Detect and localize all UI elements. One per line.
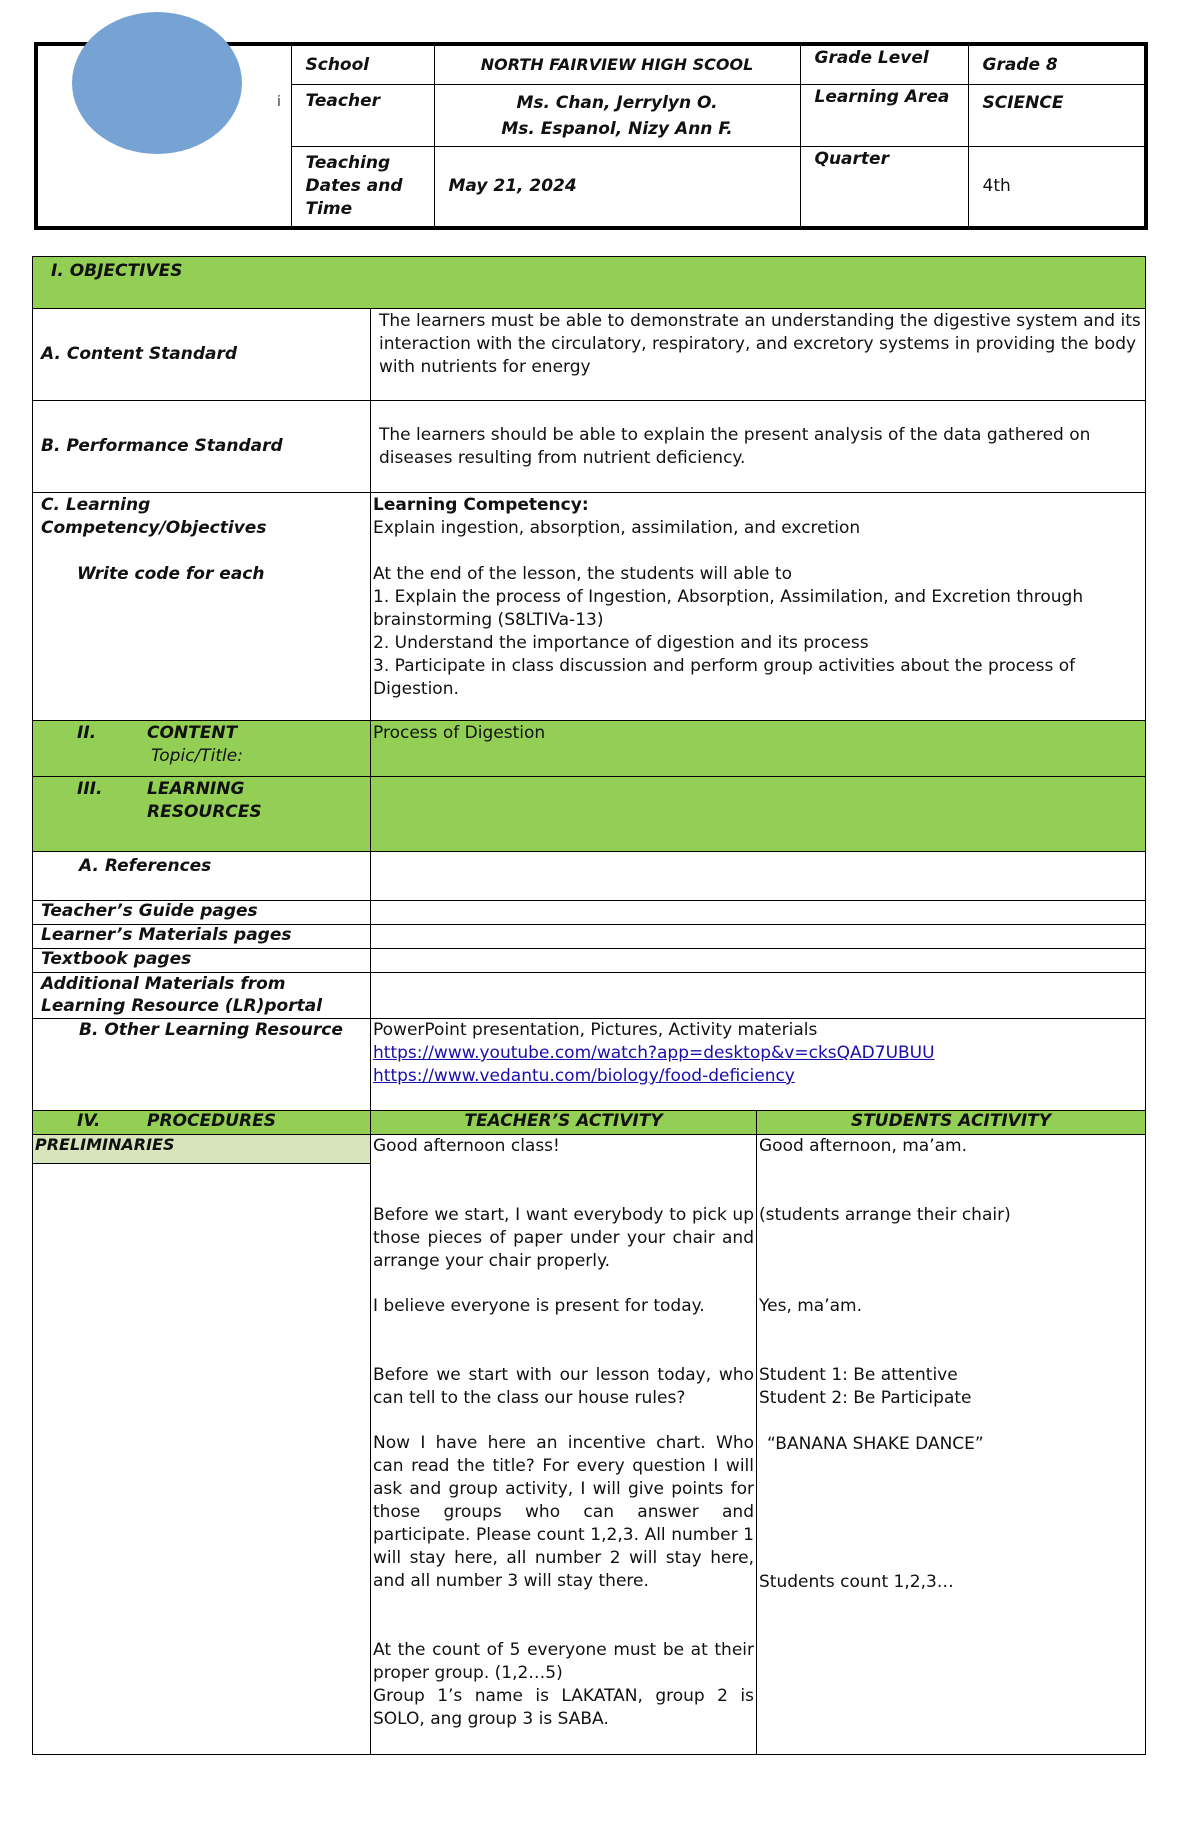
school-name: NORTH FAIRVIEW HIGH SCOOL bbox=[434, 44, 800, 84]
learning-area-label: Learning Area bbox=[800, 84, 968, 146]
date-value: May 21, 2024 bbox=[434, 146, 800, 228]
student-present: Yes, ma’am. bbox=[759, 1296, 863, 1316]
objectives-heading: I. OBJECTIVES bbox=[33, 257, 1146, 309]
student-greeting: Good afternoon, ma’am. bbox=[759, 1136, 968, 1156]
student-count: Students count 1,2,3… bbox=[759, 1572, 954, 1592]
content-sublabel: Topic/Title: bbox=[151, 746, 243, 766]
student-arrange-chairs: (students arrange their chair) bbox=[759, 1205, 1011, 1225]
student-chart-title: “BANANA SHAKE DANCE” bbox=[767, 1434, 984, 1454]
school-label: School bbox=[291, 44, 434, 84]
references-value bbox=[371, 852, 1146, 901]
grade-level-label: Grade Level bbox=[800, 44, 968, 84]
stray-mark: i bbox=[277, 94, 281, 110]
other-resource-text: PowerPoint presentation, Pictures, Activity materials bbox=[373, 1020, 818, 1040]
teacher-name-2: Ms. Espanol, Nizy Ann F. bbox=[501, 119, 733, 139]
performance-standard-text: The learners should be able to explain the present analysis of the data gathered on diseases resulting from nutrient deficiency. bbox=[371, 401, 1146, 493]
student-activity-header: STUDENTS ACITIVITY bbox=[757, 1111, 1146, 1135]
other-resource-label: B. Other Learning Resource bbox=[33, 1019, 371, 1111]
teacher-incentive-chart: Now I have here an incentive chart. Who can read the title? For every question I will ask and group activity, I will give points for those groups who can answer and participate. Please count 1,2,3. All number 1 will stay here, all number 2 will stay here, and all number 3 will stay there. bbox=[373, 1433, 754, 1591]
competency-label: C. Learning Competency/Objectives bbox=[41, 495, 267, 538]
teacher-label: Teacher bbox=[291, 84, 434, 146]
teacher-count-five: At the count of 5 everyone must be at their proper group. (1,2…5) bbox=[373, 1640, 754, 1683]
lr-portal-label: Additional Materials from Learning Resource (LR)portal bbox=[33, 973, 371, 1019]
tg-pages-label: Teacher’s Guide pages bbox=[33, 901, 371, 925]
teacher-greeting: Good afternoon class! bbox=[373, 1136, 560, 1156]
quarter-value: 4th bbox=[968, 146, 1146, 228]
content-label: CONTENT bbox=[147, 723, 238, 743]
school-logo bbox=[72, 12, 242, 154]
vedantu-link[interactable]: https://www.vedantu.com/biology/food-deficiency bbox=[373, 1066, 795, 1086]
references-label: A. References bbox=[33, 852, 371, 901]
youtube-link[interactable]: https://www.youtube.com/watch?app=desktop&v=cksQAD7UBUU bbox=[373, 1043, 935, 1063]
tg-pages-value bbox=[371, 901, 1146, 925]
content-standard-text: The learners must be able to demonstrate an understanding the digestive system and its interaction with the circulatory, respiratory, and excretory systems in providing the body with nutrients for energy bbox=[371, 309, 1146, 401]
lesson-intro: At the end of the lesson, the students will able to bbox=[373, 564, 792, 584]
competency-text: Explain ingestion, absorption, assimilation, and excretion bbox=[373, 518, 861, 538]
preliminaries-label: PRELIMINARIES bbox=[33, 1135, 370, 1164]
teacher-activity-header: TEACHER’S ACTIVITY bbox=[371, 1111, 757, 1135]
teacher-name-1: Ms. Chan, Jerrylyn O. bbox=[516, 93, 718, 113]
resources-label: LEARNING RESOURCES bbox=[147, 779, 262, 822]
teacher-arrange-chairs: Before we start, I want everybody to pick up those pieces of paper under your chair and arrange your chair properly. bbox=[373, 1205, 754, 1271]
competency-sublabel: Write code for each bbox=[77, 564, 265, 584]
competency-title: Learning Competency: bbox=[373, 495, 589, 515]
content-topic: Process of Digestion bbox=[371, 721, 1146, 777]
grade-level-value: Grade 8 bbox=[968, 44, 1146, 84]
lr-portal-value bbox=[371, 973, 1146, 1019]
objective-3: 3. Participate in class discussion and perform group activities about the process of Digestion. bbox=[373, 656, 1076, 699]
content-standard-label: A. Content Standard bbox=[33, 309, 371, 401]
dates-label: Teaching Dates and Time bbox=[291, 146, 434, 228]
learning-area-value: SCIENCE bbox=[968, 84, 1146, 146]
student-rule-2: Student 2: Be Participate bbox=[759, 1388, 972, 1408]
teacher-house-rules: Before we start with our lesson today, who can tell to the class our house rules? bbox=[373, 1365, 754, 1408]
student-rule-1: Student 1: Be attentive bbox=[759, 1365, 958, 1385]
lm-pages-value bbox=[371, 925, 1146, 949]
content-number: II. bbox=[77, 723, 97, 743]
objective-1: 1. Explain the process of Ingestion, Absorption, Assimilation, and Excretion through brainstorming (S8LTIVa-13) bbox=[373, 587, 1084, 630]
resources-number: III. bbox=[77, 779, 103, 799]
textbook-pages-value bbox=[371, 949, 1146, 973]
teacher-group-names: Group 1’s name is LAKATAN, group 2 is SOLO, ang group 3 is SABA. bbox=[373, 1686, 754, 1729]
objective-2: 2. Understand the importance of digestion and its process bbox=[373, 633, 869, 653]
teacher-attendance: I believe everyone is present for today. bbox=[373, 1296, 705, 1316]
performance-standard-label: B. Performance Standard bbox=[33, 401, 371, 493]
lm-pages-label: Learner’s Materials pages bbox=[33, 925, 371, 949]
procedures-number: IV. bbox=[77, 1111, 101, 1131]
textbook-pages-label: Textbook pages bbox=[33, 949, 371, 973]
procedures-label: PROCEDURES bbox=[147, 1111, 276, 1131]
quarter-label: Quarter bbox=[800, 146, 968, 228]
resources-empty bbox=[371, 777, 1146, 852]
lesson-plan-table bbox=[32, 256, 1146, 1755]
